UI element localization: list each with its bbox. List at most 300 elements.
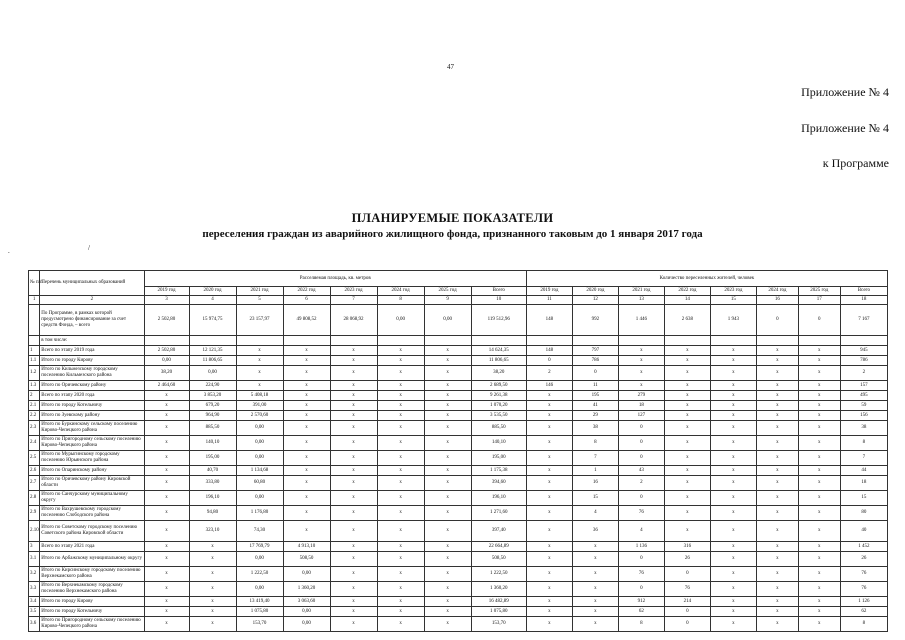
value-cell: x <box>424 366 471 381</box>
value-cell: x <box>330 466 377 476</box>
value-cell: 0,00 <box>424 305 471 336</box>
page-number: 47 <box>447 63 454 71</box>
value-cell: x <box>798 506 840 521</box>
value-cell: x <box>424 436 471 451</box>
year-header-cell: 2025 год <box>424 287 471 296</box>
value-cell: x <box>664 421 710 436</box>
value-cell: 224,90 <box>189 381 236 391</box>
municipality-cell: Итого по Кильмезскому городскому поселению Кильмезского района <box>40 366 144 381</box>
value-cell <box>840 336 887 346</box>
value-cell: x <box>798 597 840 607</box>
value-cell: 43 <box>618 466 664 476</box>
municipality-cell: Итого по Арбажскому муниципальному округу <box>40 552 144 567</box>
value-cell: 16 482,89 <box>471 597 526 607</box>
column-index-cell: 16 <box>756 296 798 305</box>
value-cell: x <box>664 356 710 366</box>
value-cell: 0 <box>526 356 572 366</box>
value-cell: 76 <box>840 582 887 597</box>
value-cell: x <box>664 451 710 466</box>
value-cell: x <box>572 542 618 552</box>
value-cell: x <box>144 607 189 617</box>
value-cell: x <box>377 436 424 451</box>
value-cell: x <box>424 401 471 411</box>
value-cell: x <box>330 567 377 582</box>
value-cell: 62 <box>840 607 887 617</box>
column-index-cell: 5 <box>236 296 283 305</box>
value-cell: x <box>756 567 798 582</box>
row-number-cell: 2.10 <box>29 521 40 542</box>
table-row <box>29 491 888 506</box>
value-cell: x <box>330 356 377 366</box>
row-number-cell: 2.6 <box>29 466 40 476</box>
value-cell: x <box>236 356 283 366</box>
row-number-cell: 3.6 <box>29 617 40 632</box>
value-cell: x <box>330 506 377 521</box>
municipality-cell: Всего по этапу 2020 года <box>40 391 144 401</box>
value-cell: x <box>710 552 756 567</box>
value-cell: x <box>756 401 798 411</box>
value-cell: x <box>710 617 756 632</box>
value-cell: x <box>424 491 471 506</box>
table-row <box>29 582 888 597</box>
value-cell: x <box>618 381 664 391</box>
value-cell: x <box>377 582 424 597</box>
municipality-cell: Итого по Опаринскому району <box>40 466 144 476</box>
value-cell: 59 <box>840 401 887 411</box>
value-cell: 0 <box>664 607 710 617</box>
row-number-cell: 1.2 <box>29 366 40 381</box>
column-index-cell: 14 <box>664 296 710 305</box>
value-cell: 885,50 <box>471 421 526 436</box>
row-number-cell: 2.3 <box>29 421 40 436</box>
value-cell: 495 <box>840 391 887 401</box>
value-cell: x <box>798 451 840 466</box>
value-cell: x <box>377 567 424 582</box>
value-cell: 1 943 <box>710 305 756 336</box>
column-index-cell: 10 <box>471 296 526 305</box>
value-cell: x <box>330 607 377 617</box>
value-cell: x <box>377 466 424 476</box>
column-index-cell: 15 <box>710 296 756 305</box>
table-row <box>29 391 888 401</box>
value-cell: x <box>144 391 189 401</box>
value-cell: 148 <box>526 346 572 356</box>
value-cell: 11 806,65 <box>471 356 526 366</box>
value-cell: x <box>710 506 756 521</box>
value-cell: 80 <box>840 506 887 521</box>
value-cell: x <box>710 366 756 381</box>
value-cell: x <box>283 421 330 436</box>
document-title: ПЛАНИРУЕМЫЕ ПОКАЗАТЕЛИ <box>351 211 554 225</box>
value-cell: x <box>526 582 572 597</box>
value-cell: x <box>710 542 756 552</box>
value-cell: x <box>798 567 840 582</box>
year-header-cell: 2024 год <box>756 287 798 296</box>
scan-speck: . <box>8 247 10 255</box>
value-cell: x <box>798 466 840 476</box>
value-cell: x <box>710 381 756 391</box>
header-area: Расселяемая площадь, кв. метров <box>144 271 526 287</box>
value-cell: 2 502,80 <box>144 305 189 336</box>
value-cell: x <box>377 476 424 491</box>
value-cell: x <box>756 521 798 542</box>
value-cell: x <box>330 521 377 542</box>
column-index-row <box>29 296 888 305</box>
value-cell: x <box>424 567 471 582</box>
municipality-cell: Итого по городу Котельничу <box>40 607 144 617</box>
value-cell: x <box>710 476 756 491</box>
table-row <box>29 356 888 366</box>
value-cell: 40,70 <box>189 466 236 476</box>
value-cell: x <box>526 607 572 617</box>
value-cell: 0 <box>618 451 664 466</box>
value-cell: x <box>710 346 756 356</box>
table-body <box>29 305 888 632</box>
table-row <box>29 366 888 381</box>
value-cell: x <box>283 346 330 356</box>
value-cell: 0,00 <box>283 607 330 617</box>
value-cell: x <box>236 346 283 356</box>
value-cell: 44 <box>840 466 887 476</box>
value-cell: x <box>283 491 330 506</box>
value-cell: x <box>756 356 798 366</box>
value-cell <box>618 336 664 346</box>
value-cell: x <box>756 506 798 521</box>
value-cell: 0,00 <box>236 552 283 567</box>
value-cell: 4 <box>618 521 664 542</box>
table-row <box>29 506 888 521</box>
value-cell: 0,00 <box>144 356 189 366</box>
value-cell: x <box>283 451 330 466</box>
table-row <box>29 411 888 421</box>
value-cell: x <box>664 476 710 491</box>
value-cell: x <box>424 391 471 401</box>
row-number-cell: 2.2 <box>29 411 40 421</box>
value-cell: 2 <box>840 366 887 381</box>
value-cell: 15 <box>840 491 887 506</box>
value-cell: x <box>618 346 664 356</box>
value-cell: 0,00 <box>236 451 283 466</box>
value-cell: 195,00 <box>189 451 236 466</box>
year-header-cell: 2019 год <box>144 287 189 296</box>
value-cell: 18 <box>840 476 887 491</box>
value-cell: 18 <box>618 401 664 411</box>
value-cell: 912 <box>618 597 664 607</box>
value-cell: x <box>756 366 798 381</box>
value-cell: x <box>424 476 471 491</box>
value-cell <box>664 336 710 346</box>
value-cell: x <box>798 381 840 391</box>
value-cell: x <box>756 607 798 617</box>
value-cell: 5 408,18 <box>236 391 283 401</box>
value-cell: 153,70 <box>236 617 283 632</box>
year-header-cell: 2021 год <box>618 287 664 296</box>
value-cell: x <box>572 597 618 607</box>
value-cell <box>189 336 236 346</box>
year-header-cell: 2019 год <box>526 287 572 296</box>
municipality-cell: Итого по Оричевскому району Кировской области <box>40 476 144 491</box>
value-cell: x <box>526 617 572 632</box>
value-cell: 1 222,50 <box>471 567 526 582</box>
value-cell: 0 <box>618 552 664 567</box>
municipality-cell: Итого по Мурыгинскому городскому поселению Юрьянского района <box>40 451 144 466</box>
value-cell: 1 452 <box>840 542 887 552</box>
value-cell: x <box>710 401 756 411</box>
value-cell: x <box>377 491 424 506</box>
value-cell: 2 638 <box>664 305 710 336</box>
value-cell: x <box>377 381 424 391</box>
value-cell: x <box>330 366 377 381</box>
value-cell: x <box>526 506 572 521</box>
municipality-cell: Итого по Пригородному сельскому поселению Кирово-Чепецкого района <box>40 436 144 451</box>
value-cell: x <box>144 567 189 582</box>
value-cell: x <box>710 421 756 436</box>
value-cell: x <box>283 391 330 401</box>
value-cell: x <box>283 366 330 381</box>
value-cell: x <box>144 552 189 567</box>
value-cell: x <box>664 381 710 391</box>
value-cell: x <box>526 567 572 582</box>
value-cell: x <box>144 506 189 521</box>
appendix-label-1: Приложение № 4 <box>801 85 889 99</box>
value-cell: 76 <box>664 582 710 597</box>
value-cell: x <box>377 401 424 411</box>
value-cell: x <box>710 607 756 617</box>
value-cell: x <box>572 617 618 632</box>
table-row <box>29 476 888 491</box>
municipality-cell: Итого по Зуевскому району <box>40 411 144 421</box>
value-cell: 11 806,65 <box>189 356 236 366</box>
value-cell: x <box>330 401 377 411</box>
value-cell <box>526 336 572 346</box>
value-cell: 0 <box>798 305 840 336</box>
value-cell: x <box>710 597 756 607</box>
row-number-cell: 3.2 <box>29 567 40 582</box>
value-cell: x <box>377 346 424 356</box>
value-cell: x <box>756 391 798 401</box>
municipality-cell: Итого по Вахрушевскому городскому поселению Слободского района <box>40 506 144 521</box>
value-cell: x <box>756 552 798 567</box>
value-cell: 76 <box>618 506 664 521</box>
year-header-row <box>29 287 888 296</box>
value-cell: 0,00 <box>189 366 236 381</box>
value-cell: x <box>756 346 798 356</box>
value-cell: 2 502,80 <box>144 346 189 356</box>
value-cell: 1 070,20 <box>471 401 526 411</box>
value-cell: 3 853,20 <box>189 391 236 401</box>
value-cell: x <box>756 597 798 607</box>
value-cell: x <box>424 421 471 436</box>
value-cell: x <box>189 607 236 617</box>
value-cell <box>798 336 840 346</box>
value-cell: x <box>798 346 840 356</box>
value-cell: 26 <box>840 552 887 567</box>
value-cell: x <box>710 582 756 597</box>
value-cell: 0,00 <box>283 567 330 582</box>
value-cell: x <box>664 521 710 542</box>
value-cell: x <box>377 542 424 552</box>
table-row <box>29 552 888 567</box>
value-cell: x <box>189 567 236 582</box>
value-cell: 140,10 <box>471 436 526 451</box>
value-cell: x <box>798 542 840 552</box>
value-cell: 0,00 <box>236 436 283 451</box>
value-cell: x <box>572 607 618 617</box>
value-cell: x <box>283 381 330 391</box>
value-cell: x <box>330 552 377 567</box>
value-cell: x <box>330 381 377 391</box>
value-cell: 62 <box>618 607 664 617</box>
appendix-to-program: к Программе <box>822 156 889 170</box>
value-cell: x <box>144 411 189 421</box>
value-cell: x <box>798 552 840 567</box>
column-index-cell: 8 <box>377 296 424 305</box>
value-cell: 12 121,35 <box>189 346 236 356</box>
municipality-cell: Итого по городу Кирову <box>40 356 144 366</box>
table-row <box>29 607 888 617</box>
value-cell: 2 464,60 <box>144 381 189 391</box>
value-cell: 153,70 <box>471 617 526 632</box>
value-cell: 333,80 <box>189 476 236 491</box>
column-index-cell: 11 <box>526 296 572 305</box>
value-cell: x <box>756 476 798 491</box>
value-cell: x <box>424 356 471 366</box>
value-cell: x <box>664 411 710 421</box>
value-cell: x <box>144 597 189 607</box>
value-cell: x <box>330 597 377 607</box>
value-cell: 26 <box>664 552 710 567</box>
value-cell: x <box>424 597 471 607</box>
row-number-cell: 3.1 <box>29 552 40 567</box>
value-cell: 15 974,75 <box>189 305 236 336</box>
row-number-cell: 2.7 <box>29 476 40 491</box>
value-cell: 8 <box>840 436 887 451</box>
value-cell: 1 075,80 <box>471 607 526 617</box>
value-cell: x <box>710 491 756 506</box>
value-cell: 786 <box>572 356 618 366</box>
value-cell: x <box>377 597 424 607</box>
value-cell: 8 <box>840 617 887 632</box>
document-subtitle: переселения граждан из аварийного жилищного фонда, признанного таковым до 1 января 2017 года <box>202 228 703 240</box>
value-cell: 1 075,80 <box>236 607 283 617</box>
value-cell: 49 808,52 <box>283 305 330 336</box>
row-number-cell: 2.4 <box>29 436 40 451</box>
row-number-cell: 3 <box>29 542 40 552</box>
header-number: № п/п <box>29 271 40 296</box>
value-cell: x <box>330 491 377 506</box>
value-cell <box>377 336 424 346</box>
value-cell: 945 <box>840 346 887 356</box>
value-cell: 23 157,97 <box>236 305 283 336</box>
row-number-cell <box>29 305 40 336</box>
value-cell: x <box>526 421 572 436</box>
value-cell: x <box>572 567 618 582</box>
value-cell: 16 <box>572 476 618 491</box>
value-cell: x <box>756 451 798 466</box>
value-cell <box>710 336 756 346</box>
table-row <box>29 542 888 552</box>
value-cell: x <box>710 436 756 451</box>
value-cell: 4 <box>572 506 618 521</box>
table-row <box>29 617 888 632</box>
value-cell: x <box>424 542 471 552</box>
value-cell: 2 689,50 <box>471 381 526 391</box>
municipality-cell: Итого по Пригородному сельскому поселению Кирово-Чепецкого района <box>40 617 144 632</box>
value-cell: 0 <box>664 617 710 632</box>
value-cell: x <box>710 466 756 476</box>
municipality-cell: Итого по Оричевскому району <box>40 381 144 391</box>
value-cell: x <box>756 582 798 597</box>
value-cell: 1 176,80 <box>236 506 283 521</box>
value-cell: x <box>526 542 572 552</box>
table-row <box>29 421 888 436</box>
value-cell: x <box>798 617 840 632</box>
value-cell: x <box>330 346 377 356</box>
value-cell: x <box>756 617 798 632</box>
value-cell: 786 <box>840 356 887 366</box>
value-cell: 0 <box>618 421 664 436</box>
value-cell: x <box>526 491 572 506</box>
value-cell <box>756 336 798 346</box>
table-row <box>29 451 888 466</box>
value-cell: x <box>798 491 840 506</box>
municipality-cell: Итого по Советскому городскому поселению Советского района Кировской области <box>40 521 144 542</box>
indicators-table <box>28 270 888 632</box>
appendix-label-2: Приложение № 4 <box>801 121 889 135</box>
table-row <box>29 597 888 607</box>
value-cell: x <box>572 582 618 597</box>
value-cell: x <box>526 411 572 421</box>
value-cell: x <box>330 411 377 421</box>
year-header-cell: 2023 год <box>710 287 756 296</box>
column-index-cell: 7 <box>330 296 377 305</box>
value-cell: x <box>189 597 236 607</box>
table-row <box>29 401 888 411</box>
value-cell: 1 126 <box>840 597 887 607</box>
value-cell: 1 134,68 <box>236 466 283 476</box>
table-row <box>29 381 888 391</box>
row-number-cell <box>29 336 40 346</box>
value-cell: 3 063,60 <box>283 597 330 607</box>
value-cell: 0 <box>572 366 618 381</box>
value-cell: x <box>424 451 471 466</box>
value-cell: x <box>377 607 424 617</box>
value-cell: x <box>236 366 283 381</box>
value-cell: 0 <box>618 582 664 597</box>
municipality-cell: Итого по городу Кирову <box>40 597 144 607</box>
value-cell: x <box>144 401 189 411</box>
value-cell: 9 261,38 <box>471 391 526 401</box>
value-cell: 119 512,96 <box>471 305 526 336</box>
value-cell: x <box>283 401 330 411</box>
value-cell: x <box>144 542 189 552</box>
value-cell: x <box>664 391 710 401</box>
value-cell: x <box>664 466 710 476</box>
value-cell: x <box>526 436 572 451</box>
value-cell: 17 769,79 <box>236 542 283 552</box>
row-number-cell: 2 <box>29 391 40 401</box>
value-cell: 60,80 <box>236 476 283 491</box>
municipality-cell: Итого по Буркинскому сельскому поселению Кирово-Чепецкого района <box>40 421 144 436</box>
row-number-cell: 2.1 <box>29 401 40 411</box>
value-cell: x <box>283 356 330 366</box>
value-cell: 964,90 <box>189 411 236 421</box>
year-header-cell: Всего <box>471 287 526 296</box>
value-cell: 394,60 <box>471 476 526 491</box>
row-number-cell: 2.5 <box>29 451 40 466</box>
value-cell: x <box>189 617 236 632</box>
municipality-cell: Всего по этапу 2019 года <box>40 346 144 356</box>
